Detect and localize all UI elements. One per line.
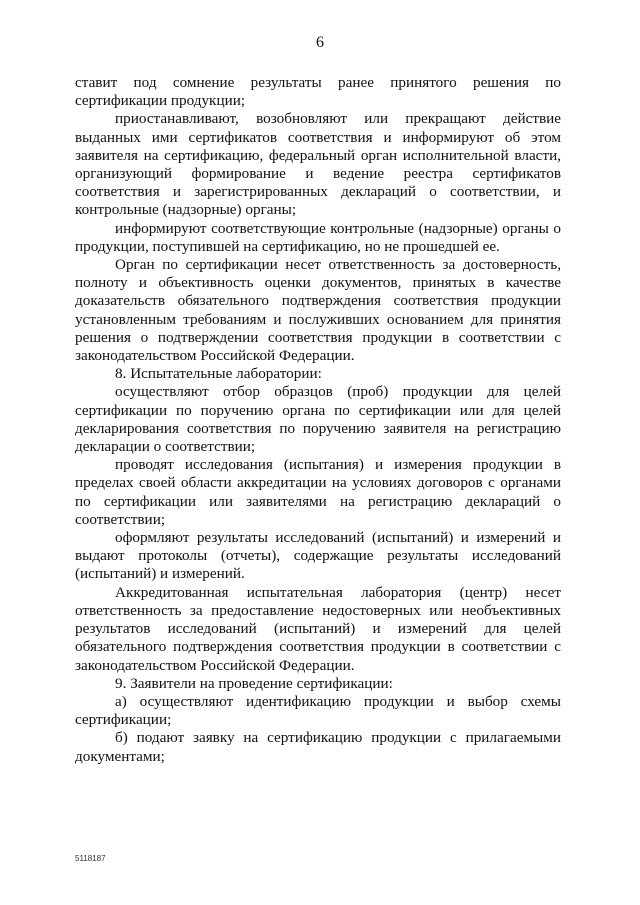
paragraph-continuation: ставит под сомнение результаты ранее принятого решения по сертификации продукции; — [75, 74, 561, 110]
paragraph-testing: проводят исследования (испытания) и измерения продукции в пределах своей области аккредитации на условиях договоров с органами по сертификации или заявителями на регистрацию деклараций о соответствии; — [75, 456, 561, 528]
document-code: 5118187 — [75, 854, 106, 863]
paragraph-suspend-certificates: приостанавливают, возобновляют или прекращают действие выданных ими сертификатов соответствия и информируют об этом заявителя на сертификацию, федеральный орган исполнительной власти, организующий формирование и ведение реестра сертификатов соответствия и зарегистрированных деклараций о соответствии, и контрольные (надзорные) органы; — [75, 110, 561, 219]
document-body — [75, 74, 561, 766]
paragraph-reports: оформляют результаты исследований (испытаний) и измерений и выдают протоколы (отчеты), содержащие результаты исследований (испытаний) и измерений. — [75, 529, 561, 583]
page-number: 6 — [316, 34, 324, 51]
paragraph-inform-supervisory: информируют соответствующие контрольные (надзорные) органы о продукции, поступившей на сертификацию, но не прошедшей ее. — [75, 219, 561, 255]
paragraph-sampling: осуществляют отбор образцов (проб) продукции для целей сертификации по поручению органа по сертификации или для целей декларирования соответствия по поручению заявителя на регистрацию декларации о соответствии; — [75, 383, 561, 456]
section-heading-testing-laboratories: 8. Испытательные лаборатории: — [115, 365, 322, 383]
paragraph-laboratory-responsibility: Аккредитованная испытательная лаборатория (центр) несет ответственность за предоставление недостоверных или необъективных результатов исследований (испытаний) и измерений для целей обязательного подтверждения соответствия продукции в соответствии с законодательством Российской Федерации. — [75, 583, 561, 674]
list-item-a: а) осуществляют идентификацию продукции и выбор схемы сертификации; — [75, 692, 561, 729]
paragraph-certification-body-responsibility: Орган по сертификации несет ответственность за достоверность, полноту и объективность оценки документов, принятых в качестве доказательств обязательного подтверждения соответствия продукции установленным требованиям и послуживших основанием для принятия решения о подтверждении соответствия продукции в соответствии с законодательством Российской Федерации. — [75, 256, 561, 365]
list-item-b: б) подают заявку на сертификацию продукции с прилагаемыми документами; — [75, 729, 561, 765]
section-heading-applicants: 9. Заявители на проведение сертификации: — [115, 674, 393, 692]
